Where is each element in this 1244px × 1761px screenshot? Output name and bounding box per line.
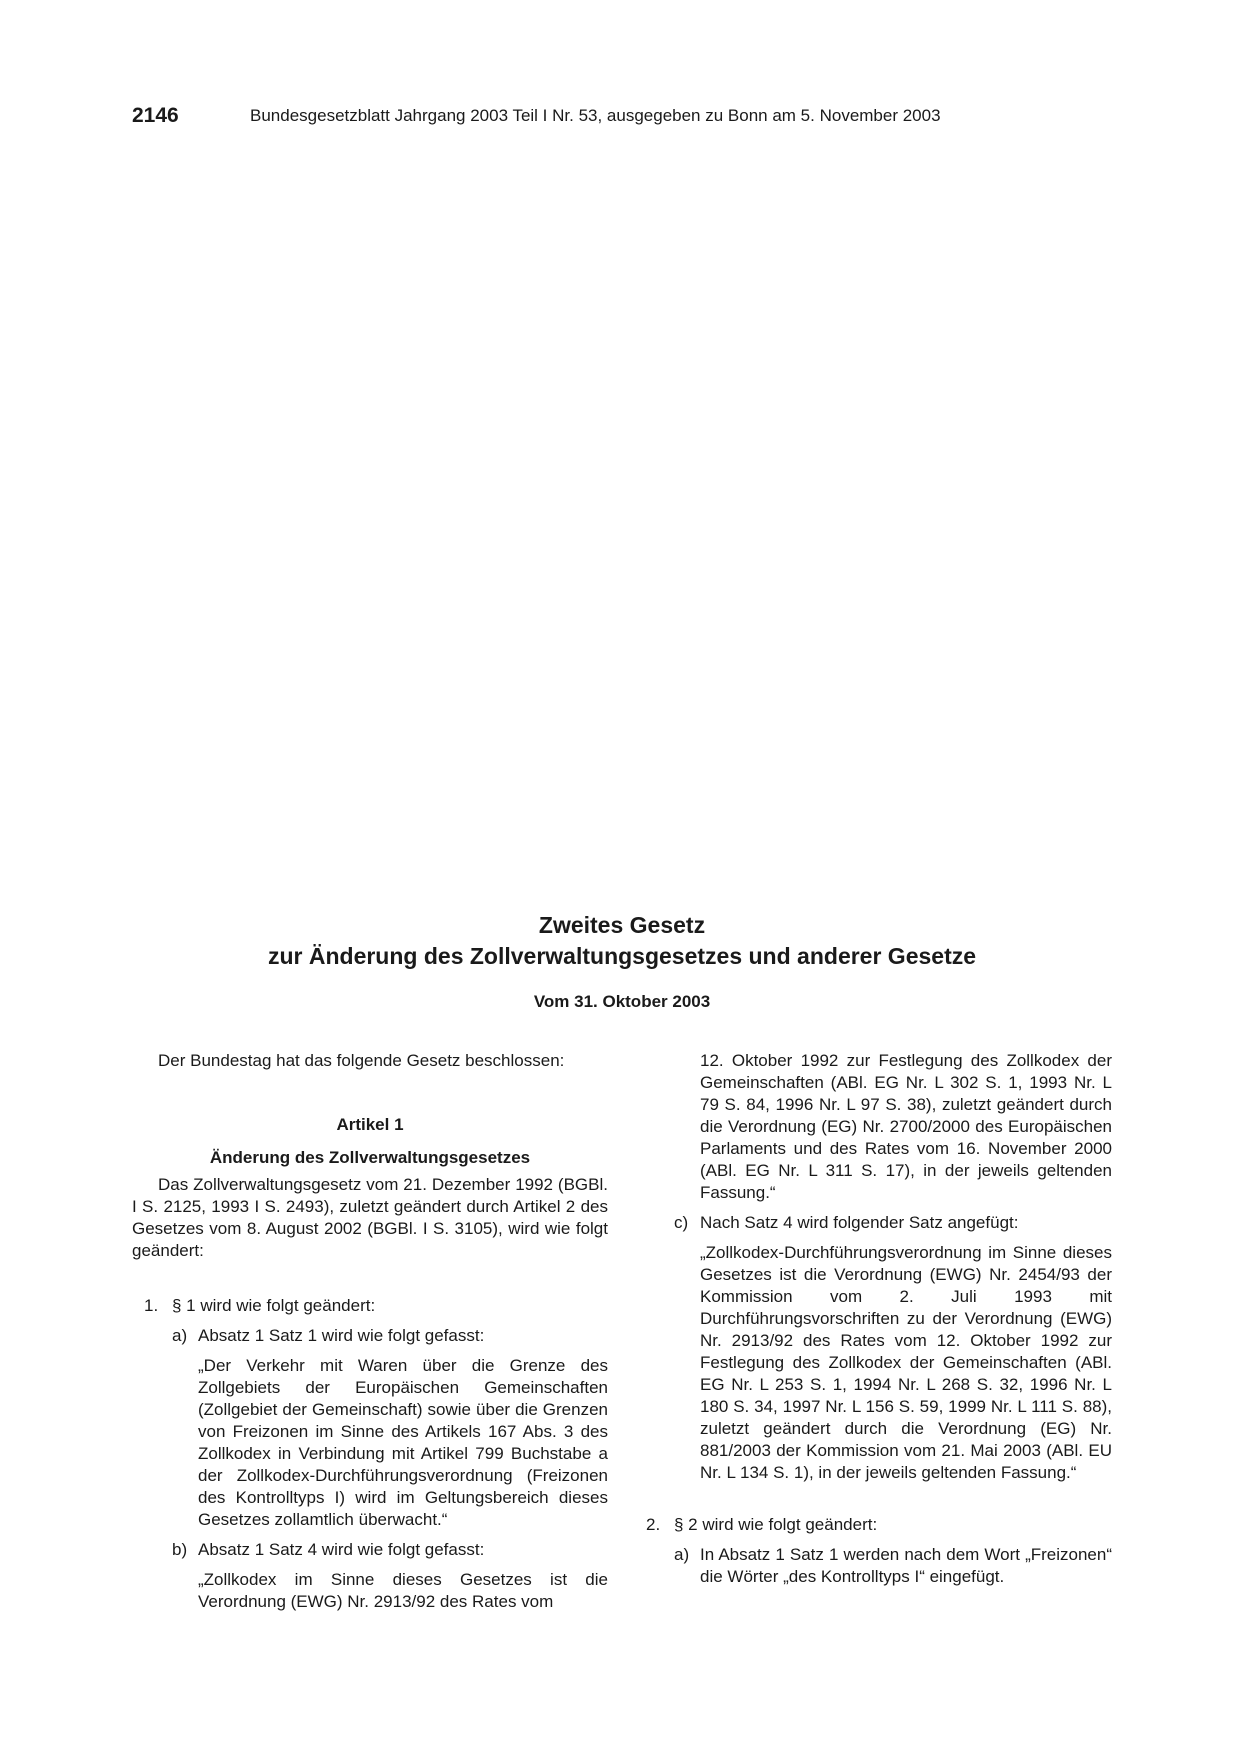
running-title: Bundesgesetzblatt Jahrgang 2003 Teil I Nr. 53, ausgegeben zu Bonn am 5. November 2003	[250, 106, 941, 125]
law-title-line2: zur Änderung des Zollverwaltungsgesetzes und anderer Gesetze	[267, 943, 977, 969]
list-item-1b	[132, 1539, 608, 1561]
article-heading: Artikel 1	[336, 1115, 404, 1134]
list-item-1-number: 1.	[144, 1296, 159, 1315]
law-title	[0, 910, 1244, 972]
list-item-1	[132, 1295, 608, 1317]
quote-1b-start: „Zollkodex im Sinne dieses Gesetzes ist die Verordnung (EWG) Nr. 2913/92 des Rates vom	[198, 1570, 608, 1611]
preamble: Der Bundestag hat das folgende Gesetz beschlossen:	[158, 1051, 565, 1070]
quote-1b-continued: 12. Oktober 1992 zur Festlegung des Zollkodex der Gemeinschaften (ABl. EG Nr. L 302 S. 1, 1993 Nr. L 79 S. 84, 1996 Nr. L 97 S. 38), zuletzt geändert durch die Verordnung (EG) Nr. 2700/2000 des Europäischen Parlaments und des Rates vom 16. November 2000 (ABl. EG Nr. L 311 S. 17), in der jeweils geltenden Fassung.“	[700, 1051, 1112, 1202]
left-column	[132, 1050, 608, 1613]
page-number: 2146	[132, 104, 179, 127]
list-item-1c-letter: c)	[674, 1213, 689, 1232]
list-item-2a-text: In Absatz 1 Satz 1 werden nach dem Wort „Freizonen“ die Wörter „des Kontrolltyps I“ eingefügt.	[700, 1545, 1112, 1586]
article-subheading: Änderung des Zollverwaltungsgesetzes	[209, 1148, 531, 1167]
list-item-1a-letter: a)	[172, 1326, 188, 1345]
list-item-1b-text: Absatz 1 Satz 4 wird wie folgt gefasst:	[198, 1540, 485, 1559]
law-date: Vom 31. Oktober 2003	[533, 992, 711, 1011]
list-item-2-number: 2.	[646, 1515, 661, 1534]
list-item-2a-letter: a)	[674, 1545, 690, 1564]
quote-1c: „Zollkodex-Durchführungsverordnung im Sinne dieses Gesetzes ist die Verordnung (EWG) Nr. 2454/93 der Kommission vom 2. Juli 1993 mit Durchführungsvorschriften zu der Verordnung (EWG) Nr. 2913/92 des Rates vom 12. Oktober 1992 zur Festlegung des Zollkodex der Gemeinschaften (ABl. EG Nr. L 253 S. 1, 1994 Nr. L 268 S. 32, 1996 Nr. L 180 S. 34, 1997 Nr. L 156 S. 59, 1999 Nr. L 111 S. 88), zuletzt geändert durch die Verordnung (EG) Nr. 881/2003 der Kommission vom 21. Mai 2003 (ABl. EU Nr. L 134 S. 1), in der jeweils geltenden Fassung.“	[700, 1243, 1112, 1482]
list-item-2a	[634, 1544, 1112, 1588]
quote-1a: „Der Verkehr mit Waren über die Grenze des Zollgebiets der Europäischen Gemeinschaften (Zollgebiet der Gemeinschaft) sowie über die Grenzen von Freizonen im Sinne des Artikels 167 Abs. 3 des Zollkodex in Verbindung mit Artikel 799 Buchstabe a der Zollkodex-Durchführungsverordnung (Freizonen des Kontrolltyps I) wird im Geltungsbereich dieses Gesetzes zollamtlich überwacht.“	[198, 1356, 608, 1529]
law-title-line1: Zweites Gesetz	[538, 912, 706, 938]
list-item-1a-text: Absatz 1 Satz 1 wird wie folgt gefasst:	[198, 1326, 485, 1345]
article-intro: Das Zollverwaltungsgesetz vom 21. Dezember 1992 (BGBl. I S. 2125, 1993 I S. 2493), zuletzt geändert durch Artikel 2 des Gesetzes vom 8. August 2002 (BGBl. I S. 3105), wird wie folgt geändert:	[132, 1175, 608, 1260]
list-item-1-text: § 1 wird wie folgt geändert:	[172, 1296, 376, 1315]
list-item-1c-text: Nach Satz 4 wird folgender Satz angefügt:	[700, 1213, 1019, 1232]
list-item-1b-letter: b)	[172, 1540, 188, 1559]
list-item-2	[634, 1514, 1112, 1536]
right-column	[634, 1050, 1112, 1588]
list-item-1c	[634, 1212, 1112, 1234]
list-item-1a	[132, 1325, 608, 1347]
page-header	[132, 104, 1124, 130]
list-item-2-text: § 2 wird wie folgt geändert:	[674, 1515, 878, 1534]
